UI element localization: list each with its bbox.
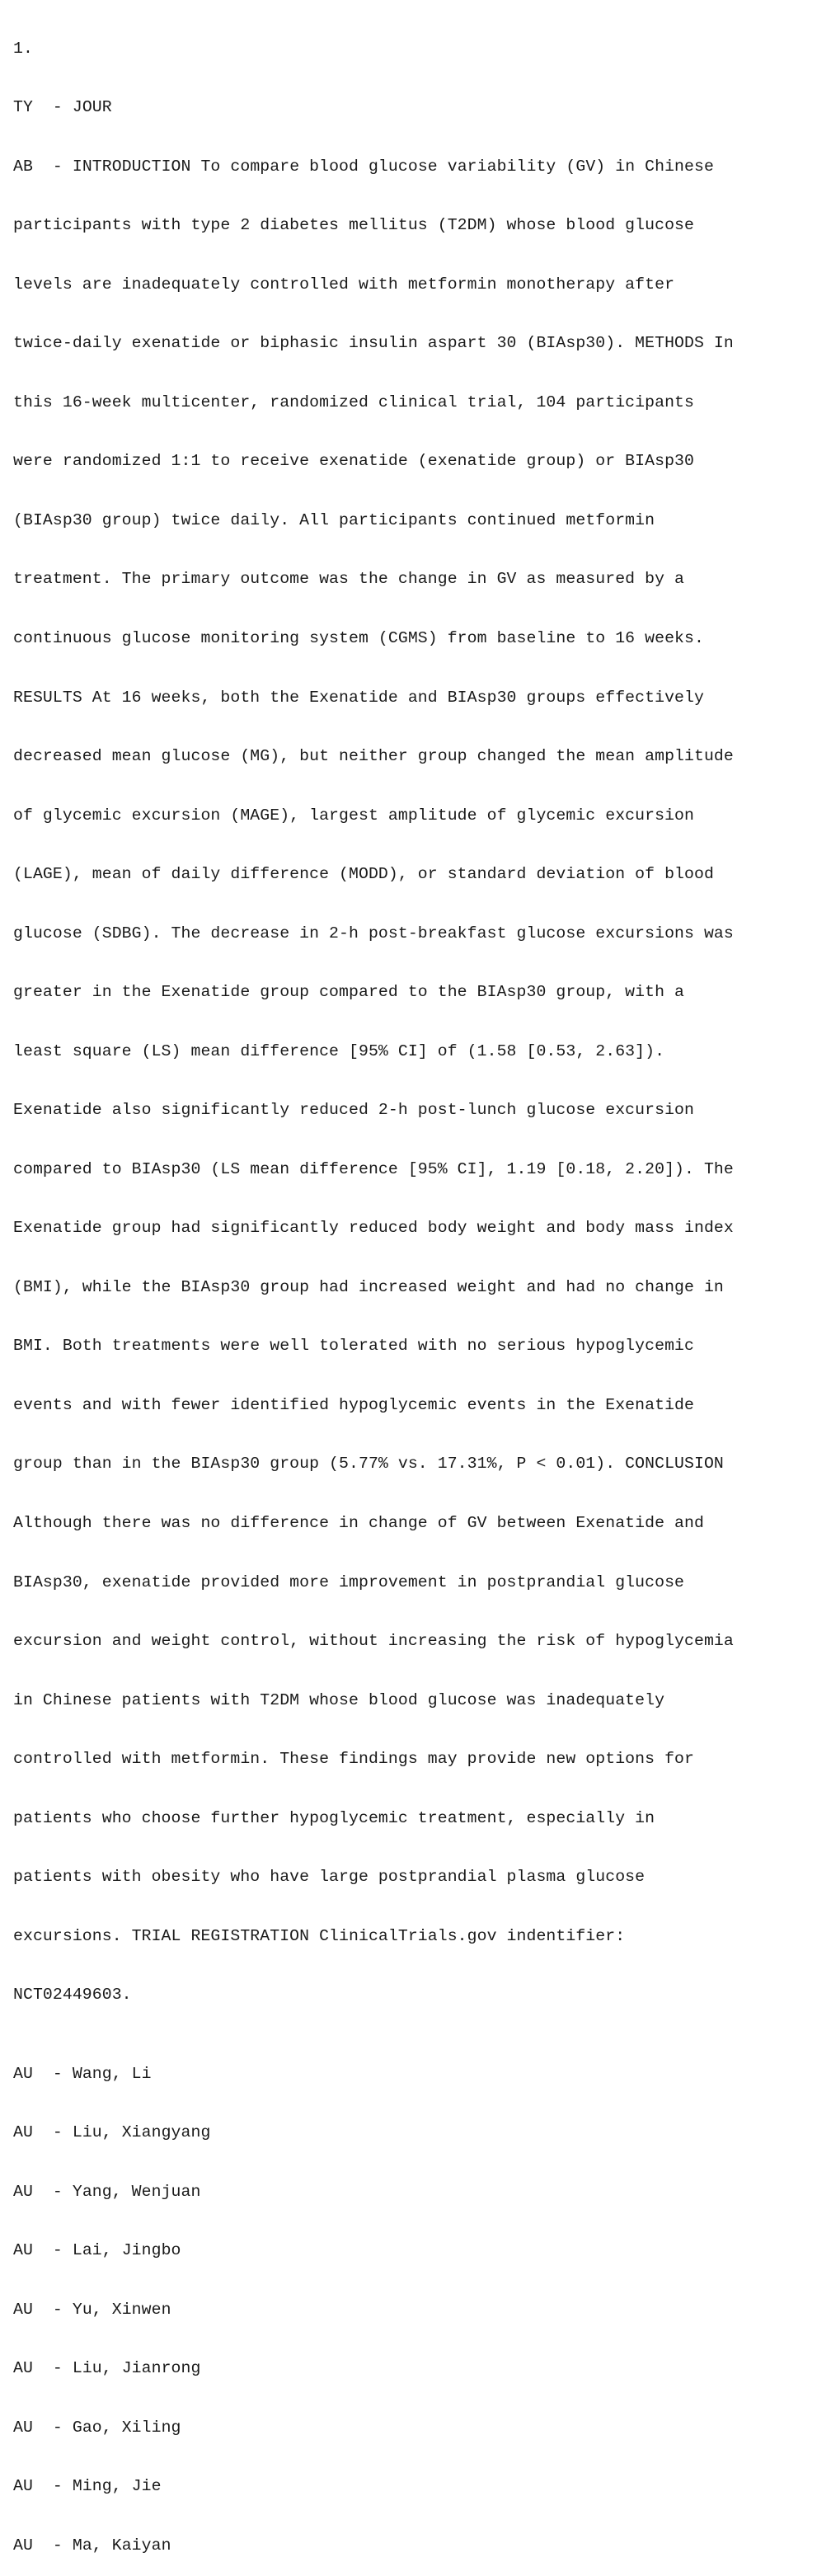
- author-tag: AU: [13, 2300, 33, 2319]
- abstract-line: in Chinese patients with T2DM whose blood glucose was inadequately: [13, 1690, 665, 1709]
- abstract-line: BMI. Both treatments were well tolerated with no serious hypoglycemic: [13, 1337, 694, 1356]
- abstract-line: excursion and weight control, without increasing the risk of hypoglycemia: [13, 1632, 734, 1651]
- record-number: 1.: [13, 39, 33, 58]
- author-name: Ma, Kaiyan: [72, 2536, 171, 2555]
- abstract-line: BIAsp30, exenatide provided more improvement in postprandial glucose: [13, 1572, 685, 1591]
- abstract-tag: AB: [13, 157, 33, 176]
- abstract-line: of glycemic excursion (MAGE), largest amplitude of glycemic excursion: [13, 806, 694, 825]
- abstract-line: patients with obesity who have large postprandial plasma glucose: [13, 1868, 646, 1887]
- abstract-line: group than in the BIAsp30 group (5.77% vs. 17.31%, P < 0.01). CONCLUSION: [13, 1455, 724, 1474]
- author-separator: -: [32, 2359, 73, 2378]
- abstract-line: continuous glucose monitoring system (CGMS) from baseline to 16 weeks.: [13, 629, 704, 647]
- author-line: [13, 2477, 821, 2497]
- abstract-line: decreased mean glucose (MG), but neither group changed the mean amplitude: [13, 747, 734, 766]
- abstract-line: events and with fewer identified hypoglycemic events in the Exenatide: [13, 1395, 694, 1414]
- abstract-line: Although there was no difference in change of GV between Exenatide and: [13, 1513, 704, 1532]
- author-tag: AU: [13, 2359, 33, 2378]
- author-separator: -: [32, 2123, 73, 2142]
- author-separator: -: [32, 2241, 73, 2260]
- author-tag: AU: [13, 2123, 33, 2142]
- author-name: Yu, Xinwen: [72, 2300, 171, 2319]
- author-tag: AU: [13, 2241, 33, 2260]
- type-tag: TY: [13, 98, 33, 117]
- author-line: [13, 2301, 821, 2320]
- abstract-line: controlled with metformin. These findings may provide new options for: [13, 1750, 694, 1769]
- abstract-separator: -: [32, 157, 73, 176]
- abstract-line: (BMI), while the BIAsp30 group had increased weight and had no change in: [13, 1277, 724, 1296]
- author-line: [13, 2419, 821, 2438]
- abstract-first-line: [13, 157, 821, 177]
- author-name: Ming, Jie: [72, 2477, 162, 2496]
- type-separator: -: [32, 98, 73, 117]
- abstract-line: NCT02449603.: [13, 1986, 132, 2005]
- author-line: [13, 2536, 821, 2556]
- author-line: [13, 2065, 821, 2085]
- author-tag: AU: [13, 2477, 33, 2496]
- abstract-line: (LAGE), mean of daily difference (MODD), or standard deviation of blood: [13, 865, 714, 884]
- author-separator: -: [32, 2182, 73, 2201]
- author-tag: AU: [13, 2418, 33, 2437]
- abstract-line: excursions. TRIAL REGISTRATION ClinicalTrials.gov indentifier:: [13, 1926, 626, 1945]
- abstract-line: compared to BIAsp30 (LS mean difference [95% CI], 1.19 [0.18, 2.20]). The: [13, 1159, 734, 1178]
- author-line: [13, 2359, 821, 2379]
- author-name: Lai, Jingbo: [72, 2241, 181, 2260]
- author-name: Liu, Jianrong: [72, 2359, 201, 2378]
- author-separator: -: [32, 2536, 73, 2555]
- author-tag: AU: [13, 2536, 33, 2555]
- abstract-line: (BIAsp30 group) twice daily. All participants continued metformin: [13, 510, 655, 529]
- abstract-line: twice-daily exenatide or biphasic insulin aspart 30 (BIAsp30). METHODS In: [13, 334, 734, 353]
- author-line: [13, 2241, 821, 2261]
- author-separator: -: [32, 2064, 73, 2083]
- abstract-line: levels are inadequately controlled with metformin monotherapy after: [13, 275, 675, 294]
- author-name: Yang, Wenjuan: [72, 2182, 201, 2201]
- abstract-line: patients who choose further hypoglycemic treatment, especially in: [13, 1808, 655, 1827]
- abstract-line: least square (LS) mean difference [95% CI] of (1.58 [0.53, 2.63]).: [13, 1041, 665, 1060]
- author-separator: -: [32, 2300, 73, 2319]
- author-line: [13, 2183, 821, 2202]
- abstract-line: were randomized 1:1 to receive exenatide (exenatide group) or BIAsp30: [13, 452, 694, 471]
- abstract-line: glucose (SDBG). The decrease in 2-h post-breakfast glucose excursions was: [13, 924, 734, 942]
- abstract-line: INTRODUCTION To compare blood glucose variability (GV) in Chinese: [72, 157, 714, 176]
- abstract-line: Exenatide also significantly reduced 2-h post-lunch glucose excursion: [13, 1101, 694, 1120]
- author-line: [13, 2123, 821, 2143]
- author-name: Wang, Li: [72, 2064, 152, 2083]
- abstract-line: this 16-week multicenter, randomized clinical trial, 104 participants: [13, 393, 694, 411]
- author-name: Liu, Xiangyang: [72, 2123, 211, 2142]
- type-value: JOUR: [72, 98, 112, 117]
- abstract-line: greater in the Exenatide group compared to the BIAsp30 group, with a: [13, 983, 685, 1002]
- type-line: [13, 98, 821, 118]
- author-name: Gao, Xiling: [72, 2418, 181, 2437]
- abstract-line: treatment. The primary outcome was the change in GV as measured by a: [13, 570, 685, 589]
- author-separator: -: [32, 2418, 73, 2437]
- abstract-line: Exenatide group had significantly reduced body weight and body mass index: [13, 1219, 734, 1238]
- author-tag: AU: [13, 2064, 33, 2083]
- ris-record: [13, 0, 821, 2576]
- author-separator: -: [32, 2477, 73, 2496]
- abstract-line: participants with type 2 diabetes mellitus (T2DM) whose blood glucose: [13, 216, 694, 235]
- author-tag: AU: [13, 2182, 33, 2201]
- abstract-line: RESULTS At 16 weeks, both the Exenatide and BIAsp30 groups effectively: [13, 688, 704, 707]
